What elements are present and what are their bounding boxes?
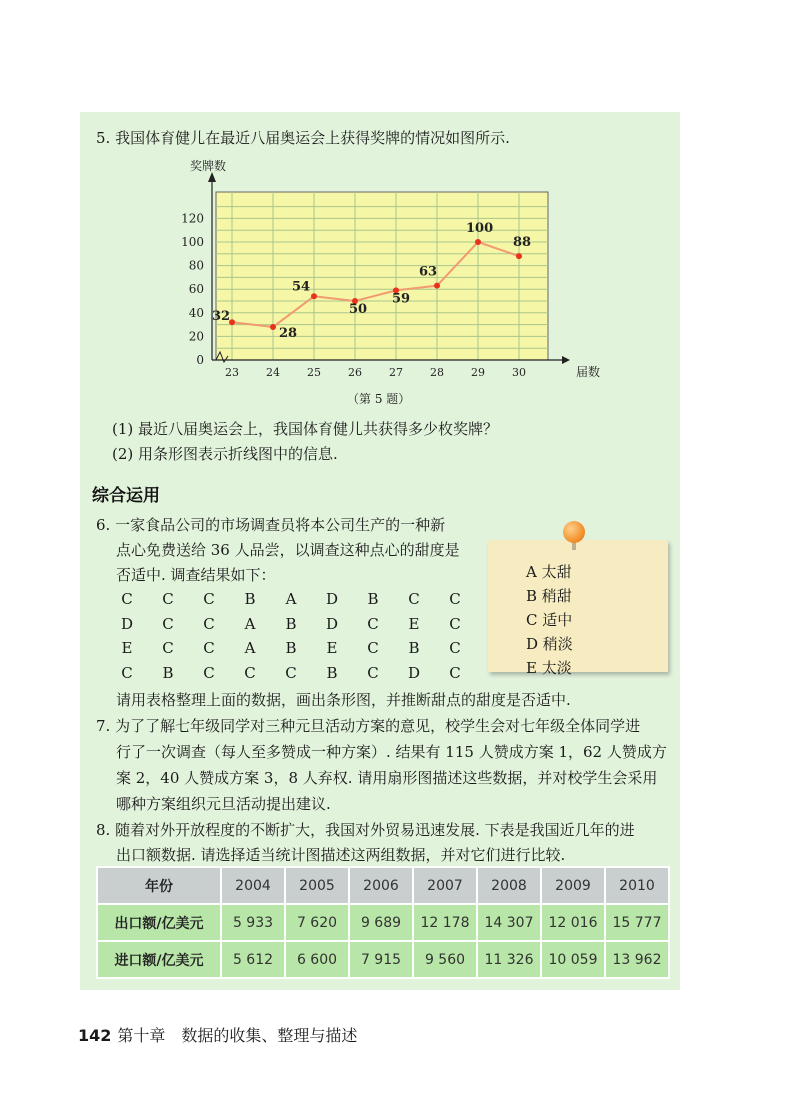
- legend-item: C 适中: [526, 611, 573, 629]
- legend-item: B 稍甜: [526, 587, 572, 605]
- q7-line1: 7. 为了了解七年级同学对三种元旦活动方案的意见，校学生会对七年级全体同学进: [96, 717, 641, 735]
- survey-cell: A: [244, 614, 256, 633]
- q5-text: 5. 我国体育健儿在最近八届奥运会上获得奖牌的情况如图所示.: [96, 129, 510, 147]
- data-label: 63: [419, 264, 438, 280]
- data-point: [434, 283, 440, 289]
- x-tick-label: 27: [389, 366, 403, 379]
- table-cell: 12 178: [413, 904, 477, 941]
- page-footer: [78, 1023, 357, 1046]
- survey-cell: C: [162, 590, 174, 608]
- page-number: 142: [78, 1026, 112, 1045]
- table-cell: 进口额/亿美元: [97, 941, 221, 978]
- survey-cell: C: [203, 614, 215, 633]
- survey-cell: C: [285, 663, 297, 682]
- survey-cell: B: [162, 663, 174, 682]
- data-label: 88: [513, 235, 532, 251]
- survey-cell: A: [285, 590, 297, 608]
- survey-cell: E: [408, 614, 420, 633]
- survey-cell: C: [244, 663, 256, 682]
- data-label: 54: [292, 279, 311, 295]
- survey-cell: C: [203, 663, 215, 682]
- survey-cell: E: [326, 639, 338, 657]
- x-tick-label: 30: [512, 366, 526, 379]
- survey-cell: B: [408, 639, 420, 657]
- table-row: [97, 904, 669, 941]
- x-tick-label: 29: [471, 366, 485, 379]
- table-header-cell: 2007: [413, 867, 477, 904]
- y-tick-label: 100: [181, 235, 204, 249]
- data-point: [311, 293, 317, 299]
- legend-item: D 稍淡: [526, 635, 573, 653]
- table-header-cell: 2005: [285, 867, 349, 904]
- table-cell: 9 689: [349, 904, 413, 941]
- plot-area: [216, 192, 548, 360]
- q8-line1: 8. 随着对外开放程度的不断扩大，我国对外贸易迅速发展. 下表是我国近几年的进: [96, 821, 635, 839]
- x-tick-label: 26: [348, 366, 362, 379]
- survey-cell: C: [162, 614, 174, 633]
- y-tick-label: 20: [188, 329, 204, 344]
- q6-line1: 6. 一家食品公司的市场调查员将本公司生产的一种新: [96, 516, 446, 534]
- survey-cell: C: [121, 590, 133, 608]
- table-header-cell: 2006: [349, 867, 413, 904]
- trade-table: [96, 866, 670, 979]
- q7-line2: 行了一次调查（每人至多赞成一种方案）. 结果有 115 人赞成方案 1，62 人赞成方: [116, 743, 667, 761]
- survey-cell: C: [162, 639, 174, 657]
- x-tick-label: 23: [225, 366, 239, 379]
- table-header-row: [97, 867, 669, 904]
- x-tick-label: 24: [266, 366, 280, 379]
- table-cell: 7 620: [285, 904, 349, 941]
- data-label: 32: [212, 309, 231, 325]
- table-cell: 13 962: [605, 941, 669, 978]
- survey-cell: C: [367, 639, 379, 657]
- table-cell: 15 777: [605, 904, 669, 941]
- survey-cell: C: [121, 663, 133, 682]
- x-tick-label: 25: [307, 366, 321, 379]
- sticky-note: [488, 540, 668, 672]
- q5-sub1: (1) 最近八届奥运会上，我国体育健儿共获得多少枚奖牌？: [112, 420, 499, 438]
- legend-item: A 太甜: [526, 563, 572, 581]
- table-cell: 10 059: [541, 941, 605, 978]
- table-cell: 12 016: [541, 904, 605, 941]
- y-axis-label: 奖牌数: [190, 159, 227, 173]
- table-row: [97, 941, 669, 978]
- q5-sub2: (2) 用条形图表示折线图中的信息.: [112, 445, 338, 463]
- table-cell: 7 915: [349, 941, 413, 978]
- table-header-cell: 2008: [477, 867, 541, 904]
- x-axis-arrow: [562, 356, 570, 364]
- survey-cell: D: [325, 590, 339, 608]
- q5-caption: （第 5 题）: [347, 392, 411, 406]
- survey-cell: C: [408, 590, 420, 608]
- legend-item: E 太淡: [526, 659, 572, 677]
- q6-tail: 请用表格整理上面的数据，画出条形图，并推断甜点的甜度是否适中.: [116, 691, 571, 709]
- table-cell: 9 560: [413, 941, 477, 978]
- data-label: 28: [279, 325, 298, 341]
- data-point: [475, 239, 481, 245]
- survey-cell: C: [449, 590, 461, 608]
- survey-cell: C: [203, 590, 215, 608]
- y-tick-label: 60: [188, 282, 204, 297]
- y-tick-label: 40: [188, 305, 204, 320]
- y-tick-label: 0: [196, 353, 204, 367]
- medal-line-chart: [150, 150, 600, 382]
- survey-cell: D: [120, 614, 134, 633]
- survey-cell: C: [449, 614, 461, 633]
- survey-cell: C: [449, 639, 461, 657]
- y-tick-label: 120: [181, 211, 204, 226]
- x-axis-label: 届数: [576, 365, 600, 379]
- data-point: [516, 253, 522, 259]
- q7-line3: 案 2，40 人赞成方案 3，8 人弃权. 请用扇形图描述这些数据，并对校学生会采用: [116, 769, 658, 787]
- table-header-cell: 2010: [605, 867, 669, 904]
- survey-cell: C: [367, 663, 379, 682]
- table-cell: 6 600: [285, 941, 349, 978]
- section-heading: 综合运用: [92, 486, 160, 506]
- table-header-cell: 2009: [541, 867, 605, 904]
- table-cell: 11 326: [477, 941, 541, 978]
- chapter-title: 第十章 数据的收集、整理与描述: [117, 1026, 358, 1045]
- survey-cell: A: [244, 639, 256, 657]
- table-header-cell: 年份: [97, 867, 221, 904]
- q8-line2: 出口额数据. 请选择适当统计图描述这两组数据，并对它们进行比较.: [116, 846, 566, 864]
- pushpin-icon: [563, 521, 585, 543]
- table-cell: 5 612: [221, 941, 285, 978]
- table-cell: 出口额/亿美元: [97, 904, 221, 941]
- survey-cell: D: [325, 614, 339, 633]
- survey-cell: C: [449, 663, 461, 682]
- data-point: [270, 324, 276, 330]
- survey-cell: B: [326, 663, 338, 682]
- data-label: 100: [466, 221, 494, 236]
- survey-cell: B: [367, 590, 379, 608]
- q6-line2: 点心免费送给 36 人品尝，以调查这种点心的甜度是: [116, 541, 460, 559]
- data-label: 59: [392, 291, 411, 307]
- survey-cell: B: [285, 614, 297, 633]
- q7-line4: 哪种方案组织元旦活动提出建议.: [116, 795, 331, 813]
- survey-cell: C: [367, 614, 379, 633]
- q6-line3: 否适中. 调查结果如下：: [116, 566, 276, 584]
- table-cell: 5 933: [221, 904, 285, 941]
- survey-cell: B: [244, 590, 256, 608]
- survey-cell: D: [407, 663, 421, 682]
- survey-cell: E: [121, 639, 133, 657]
- y-tick-label: 80: [188, 258, 204, 273]
- table-cell: 14 307: [477, 904, 541, 941]
- survey-cell: C: [203, 639, 215, 657]
- survey-cell: B: [285, 639, 297, 657]
- table-header-cell: 2004: [221, 867, 285, 904]
- x-tick-label: 28: [430, 366, 444, 379]
- y-axis-arrow: [208, 172, 216, 182]
- data-label: 50: [349, 302, 368, 317]
